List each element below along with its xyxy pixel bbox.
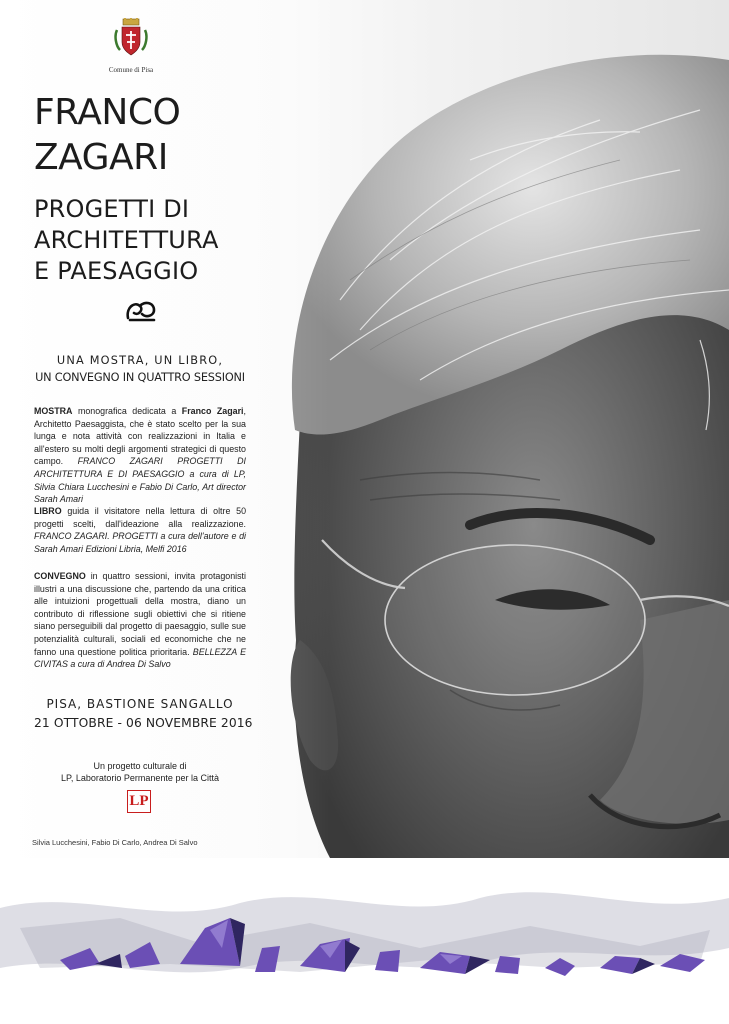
libro-paragraph bbox=[34, 505, 246, 555]
crest-caption: Comune di Pisa bbox=[108, 66, 154, 74]
title-last-name: ZAGARI bbox=[34, 137, 168, 178]
decorative-landscape-strip bbox=[0, 868, 729, 998]
tagline-line-2: UN CONVEGNO IN QUATTRO SESSIONI bbox=[35, 371, 245, 384]
coat-of-arms-icon bbox=[114, 18, 148, 60]
mostra-text-b: , Architetto Paesaggista, che è stato scelto per la sua lunga e nota attività con realizzazioni in Italia e all'estero su molti degli argomenti strategici di questo campo. bbox=[34, 406, 246, 467]
subtitle-line-2: ARCHITETTURA bbox=[34, 226, 219, 254]
lp-logo: LP bbox=[127, 790, 151, 813]
venue-place: PISA, BASTIONE SANGALLO bbox=[46, 697, 234, 711]
convegno-italic: BELLEZZA E CIVITAS a cura di Andrea Di Salvo bbox=[34, 646, 246, 670]
mostra-text-a: monografica dedicata a bbox=[72, 406, 182, 416]
convegno-keyword: CONVEGNO bbox=[34, 571, 86, 581]
credit-line-2: LP, Laboratorio Permanente per la Città bbox=[61, 773, 219, 783]
mostra-keyword: MOSTRA bbox=[34, 406, 73, 416]
tagline-line-1: UNA MOSTRA, UN LIBRO, bbox=[56, 354, 224, 367]
mostra-italic: FRANCO ZAGARI PROGETTI DI ARCHITETTURA E DI PAESAGGIO a cura di LP, Silvia Chiara Lucchesini e Fabio Di Carlo, Art director Sarah Amari bbox=[34, 456, 246, 505]
convegno-paragraph bbox=[34, 570, 246, 671]
signature-mark-icon bbox=[124, 298, 158, 322]
title-first-name: FRANCO bbox=[34, 92, 181, 133]
subtitle-line-3: E PAESAGGIO bbox=[34, 257, 199, 285]
libro-text: guida il visitatore nella lettura di oltre 50 progetti scelti, dall'ideazione alla realizzazione. bbox=[34, 506, 246, 529]
convegno-text: in quattro sessioni, invita protagonisti illustri a una discussione che, partendo da una critica alle intuizioni progettuali della mostra, diano un contributo di riflessione sugli obiettivi che si ritiene siano perseguibili dal progetto di paesaggio, sulle sue potenzialità culturali, sociali ed economiche che ne fanno una questione politica prioritaria. bbox=[34, 571, 246, 657]
credit-line-1: Un progetto culturale di bbox=[93, 761, 187, 771]
venue-dates: 21 OTTOBRE - 06 NOVEMBRE 2016 bbox=[34, 716, 253, 730]
mostra-paragraph bbox=[34, 405, 246, 506]
comune-crest bbox=[106, 18, 156, 74]
authors-line: Silvia Lucchesini, Fabio Di Carlo, Andrea Di Salvo bbox=[32, 838, 198, 847]
libro-keyword: LIBRO bbox=[34, 506, 62, 516]
subtitle-line-1: PROGETTI DI bbox=[34, 195, 190, 223]
libro-italic: FRANCO ZAGARI. PROGETTI a cura dell'autore e di Sarah Amari Edizioni Libria, Melfi 2016 bbox=[34, 531, 246, 554]
mostra-name: Franco Zagari bbox=[181, 406, 244, 416]
